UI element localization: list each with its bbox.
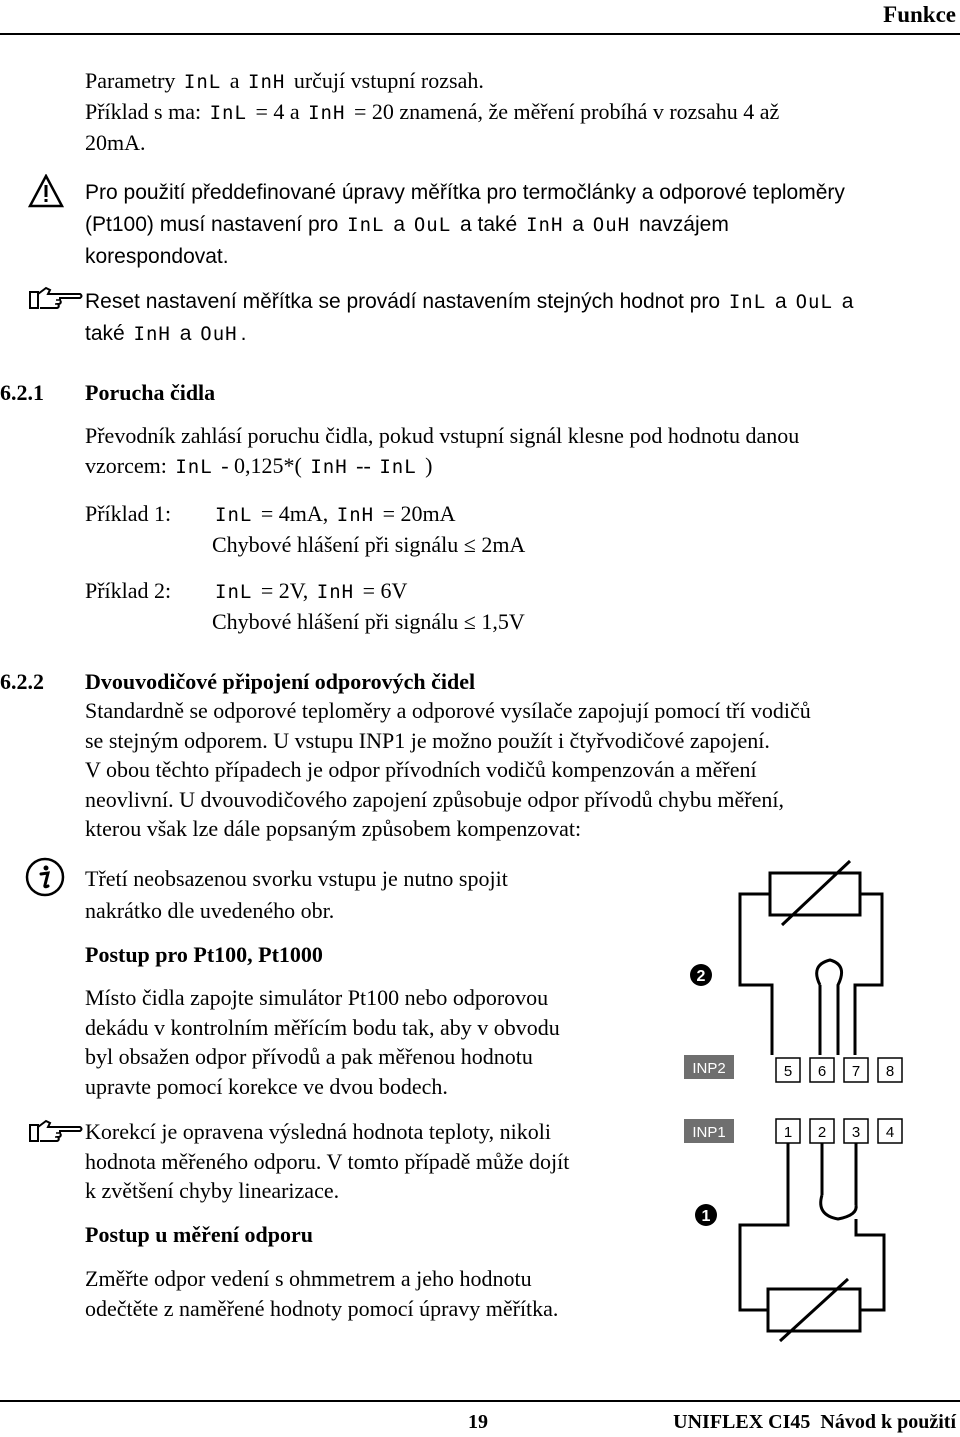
terminal-5-label: 5 [783, 1063, 793, 1080]
section-title-622: Dvouvodičové připojení odporových čidel [85, 669, 476, 694]
paragraph-input-range: Parametry InL a InH určují vstupní rozsah. Příklad s ma: InL = 4 a InH = 20 znamená, že měření probíhá v rozsahu 4 až 20mA. [85, 68, 780, 155]
marker-2-label: 2 [696, 968, 706, 985]
section-number-621: 6.2.1 [0, 380, 44, 405]
example-1-values: InL = 4mA, InH = 20mA [215, 501, 456, 526]
terminal-2-label: 2 [817, 1124, 827, 1141]
inp2-label: INP2 [692, 1060, 726, 1077]
code-inh: InH [248, 71, 286, 93]
code-inl: InL [183, 71, 222, 93]
code-oul: OuL [413, 214, 452, 236]
pointing-hand-icon [28, 1117, 84, 1147]
two-wire-paragraph: Standardně se odporové teploměry a odporové vysílače zapojují pomocí tří vodičů se stejným odporem. U vstupu INP1 je možno použít i čtyřvodičové zapojení. V obou těchto případech je odpor přívodních vodičů kompenzován a měření neovlivní. U dvouvodičového zapojení způsobuje odpor přívodů chybu měření, kterou však lze dále popsaným způsobem kompenzovat: [85, 698, 811, 841]
example-2-label: Příklad 2: [85, 578, 172, 603]
postup-odpor-paragraph: Změřte odpor vedení s ohmmetrem a jeho hodnotu odečtěte z naměřené hodnoty pomocí úpravy měřítka. [85, 1266, 559, 1321]
inp1-terminals [776, 1119, 902, 1143]
terminal-7-label: 7 [851, 1063, 861, 1080]
note-reset-paragraph: Reset nastavení měřítka se provádí nastavením stejných hodnot pro InL a OuL a také InH a OuH . [85, 290, 854, 345]
info-icon [24, 856, 66, 898]
sensor-failure-paragraph: Převodník zahlásí poruchu čidla, pokud vstupní signál klesne pod hodnotu danou vzorcem: InL - 0,125*( InH -- InL ) [85, 423, 800, 478]
terminal-3-label: 3 [851, 1124, 861, 1141]
marker-1-label: 1 [701, 1208, 711, 1225]
example-2-values: InL = 2V, InH = 6V [215, 578, 408, 603]
postup-odpor-title: Postup u měření odporu [85, 1222, 313, 1247]
inp2-terminals [776, 1058, 902, 1082]
example-2-error: Chybové hlášení při signálu ≤ 1,5V [212, 609, 525, 634]
info-paragraph: Třetí neobsazenou svorku vstupu je nutno spojit nakrátko dle uvedeného obr. [85, 866, 508, 923]
section-title-621: Porucha čidla [85, 380, 216, 405]
wiring-diagram [670, 855, 940, 1345]
page-number: 19 [468, 1411, 488, 1433]
inp1-label: INP1 [692, 1124, 726, 1141]
terminal-6-label: 6 [817, 1063, 827, 1080]
header-rule [0, 33, 960, 35]
warning-paragraph: Pro použití předdefinované úpravy měřítka pro termočlánky a odporové teploměry (Pt100) musí nastavení pro InL a OuL a také InH a OuH navzájem korespondovat. [85, 181, 845, 268]
header-section: Funkce [883, 2, 956, 27]
terminal-1-label: 1 [783, 1124, 793, 1141]
footer-title: UNIFLEX CI45 Návod k použití [673, 1411, 956, 1433]
section-number-622: 6.2.2 [0, 669, 44, 694]
postup-pt-title: Postup pro Pt100, Pt1000 [85, 942, 323, 967]
warning-icon [28, 174, 64, 208]
example-1-label: Příklad 1: [85, 501, 172, 526]
pointing-hand-icon [28, 284, 84, 314]
terminal-4-label: 4 [885, 1124, 895, 1141]
note-correction-paragraph: Korekcí je opravena výsledná hodnota teploty, nikoli hodnota měřeného odporu. V tomto případě může dojít k zvětšení chyby linearizace. [85, 1119, 570, 1203]
code-ouh: OuH [592, 214, 631, 236]
terminal-8-label: 8 [885, 1063, 895, 1080]
footer-rule [0, 1400, 960, 1402]
postup-pt-paragraph: Místo čidla zapojte simulátor Pt100 nebo odporovou dekádu v kontrolním měřícím bodu tak, aby v obvodu byl obsažen odpor přívodů a pak měřenou hodnotu upravte pomocí korekce ve dvou bodech. [85, 985, 560, 1099]
example-1-error: Chybové hlášení při signálu ≤ 2mA [212, 532, 526, 557]
